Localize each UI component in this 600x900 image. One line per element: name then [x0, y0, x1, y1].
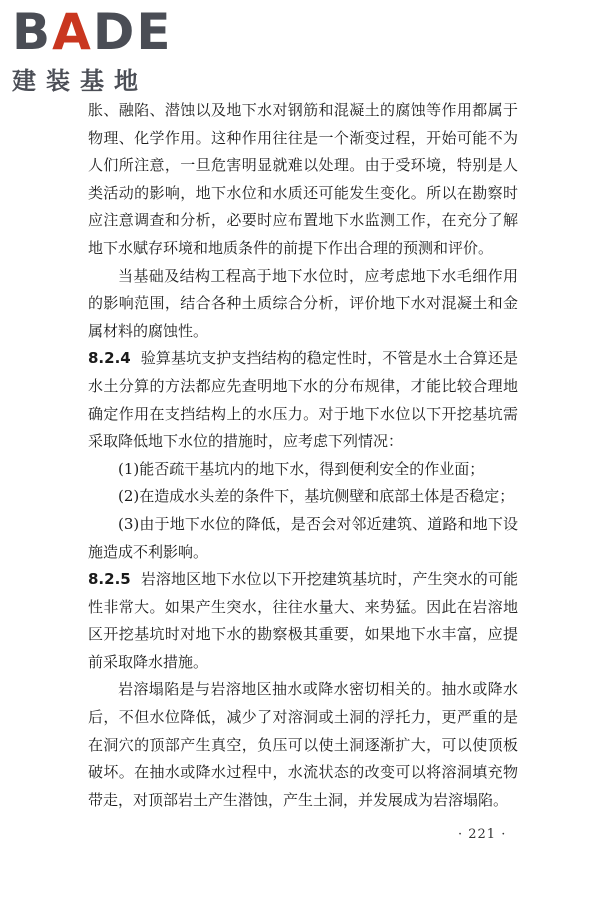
logo-letters-de: DE: [92, 3, 173, 61]
paragraph-karst-collapse: 岩溶塌陷是与岩溶地区抽水或降水密切相关的。抽水或降水后，不但水位降低，减少了对溶洞或土洞的浮托力，更严重的是在洞穴的顶部产生真空，负压可以使土洞逐渐扩大，可以使顶板破坏。在抽水或降水过程中，水流状态的改变可以将溶洞填充物带走，对顶部岩土产生潜蚀，产生土洞，并发展成为岩溶塌陷。: [88, 680, 518, 809]
section-8-2-5: [88, 566, 518, 676]
section-text: 岩溶地区地下水位以下开挖建筑基坑时，产生突水的可能性非常大。如果产生突水，往往水量大、来势猛。因此在岩溶地区开挖基坑时对地下水的勘察极其重要，如果地下水丰富，应提前采取降水措施。: [88, 570, 518, 671]
logo-letter-b: B: [12, 3, 53, 61]
section-8-2-4: [88, 345, 518, 455]
page-number: · 221 ·: [458, 827, 507, 842]
list-item-3: (3)由于地下水位的降低，是否会对邻近建筑、道路和地下设施造成不利影响。: [88, 514, 518, 561]
logo-wordmark: [12, 3, 173, 61]
page-body: [88, 97, 518, 814]
section-text: 验算基坑支护支挡结构的稳定性时，不管是水土合算还是水土分算的方法都应先查明地下水的分布规律，才能比较合理地确定作用在支挡结构上的水压力。对于地下水位以下开挖基坑需采取降低地下水位的措施时，应考虑下列情况：: [88, 349, 518, 451]
logo-subtitle: 建装基地: [12, 67, 148, 95]
section-number: 8.2.5: [88, 570, 131, 589]
logo-letter-a: A: [52, 3, 93, 61]
paragraph-capillary: 当基础及结构工程高于地下水位时，应考虑地下水毛细作用的影响范围，结合各种土质综合分析，评价地下水对混凝土和金属材料的腐蚀性。: [88, 266, 518, 340]
bade-logo: [12, 3, 173, 95]
list-item-2: (2)在造成水头差的条件下，基坑侧壁和底部土体是否稳定；: [118, 487, 515, 506]
section-number: 8.2.4: [88, 349, 131, 368]
paragraph-continuation: 胀、融陷、潜蚀以及地下水对钢筋和混凝土的腐蚀等作用都属于物理、化学作用。这种作用往往是一个渐变过程，开始可能不为人们所注意，一旦危害明显就难以处理。由于受环境，特别是人类活动的影响，地下水位和水质还可能发生变化。所以在勘察时应注意调查和分析，必要时应布置地下水监测工作，在充分了解地下水赋存环境和地质条件的前提下作出合理的预测和评价。: [88, 101, 518, 257]
list-item-1: (1)能否疏干基坑内的地下水，得到便利安全的作业面；: [118, 459, 485, 478]
